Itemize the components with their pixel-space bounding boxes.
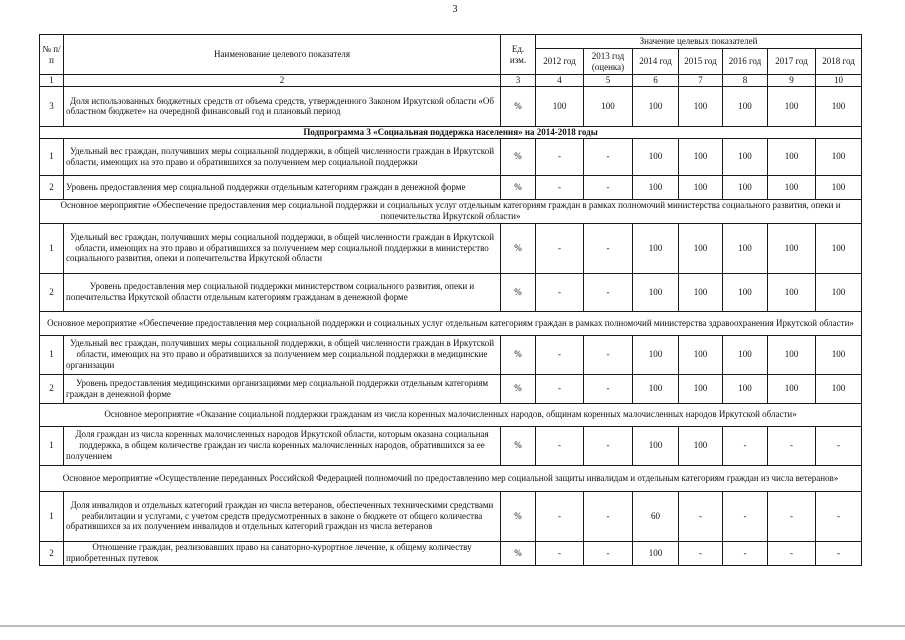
value-cell: - — [584, 541, 633, 565]
value-cell: 100 — [584, 86, 633, 126]
value-cell: 100 — [633, 374, 679, 403]
value-cell: 100 — [679, 223, 723, 273]
value-cell: - — [679, 491, 723, 541]
value-cell: - — [768, 426, 816, 465]
value-cell: 100 — [679, 175, 723, 199]
value-cell: - — [584, 374, 633, 403]
col-number: 8 — [723, 75, 768, 87]
value-cell: 100 — [679, 138, 723, 175]
value-cell: 100 — [816, 335, 862, 374]
table-row — [40, 541, 862, 565]
header-row — [40, 35, 862, 49]
indicator-name: Удельный вес граждан, получивших меры социальной поддержки, в общей численности граждан в Иркутской области, имеющих на это право и обратившихся за получением мер социальной поддержки — [64, 138, 501, 175]
main-event-title: Основное мероприятие «Обеспечение предоставления мер социальной поддержки и социальных услуг отдельным категориям граждан в рамках полномочий министерства здравоохранения Иркутской области» — [40, 311, 862, 335]
value-cell: 100 — [723, 335, 768, 374]
value-cell: - — [584, 273, 633, 311]
target-indicators-table — [39, 34, 862, 566]
value-cell: - — [584, 138, 633, 175]
value-cell: 100 — [679, 273, 723, 311]
col-number: 4 — [536, 75, 584, 87]
row-number: 2 — [40, 541, 64, 565]
value-cell: - — [723, 491, 768, 541]
row-number: 1 — [40, 138, 64, 175]
indicator-name: Уровень предоставления мер социальной поддержки министерством социального развития, опеки и попечительства Иркутской области отдельным категориям гражданам в денежной форме — [64, 273, 501, 311]
value-cell: 100 — [768, 335, 816, 374]
year-2016: 2016 год — [723, 49, 768, 75]
value-cell: - — [723, 541, 768, 565]
value-cell: 100 — [768, 138, 816, 175]
indicator-name: Удельный вес граждан, получивших меры социальной поддержки, в общей численности граждан в Иркутской области, имеющих на это право и обратившихся за получением мер социальной поддержки в медицинские организации — [64, 335, 501, 374]
value-cell: 100 — [768, 374, 816, 403]
value-cell: - — [584, 335, 633, 374]
value-cell: - — [536, 491, 584, 541]
table-row — [40, 175, 862, 199]
row-number: 2 — [40, 273, 64, 311]
value-cell: 100 — [633, 426, 679, 465]
value-cell: 100 — [633, 223, 679, 273]
value-cell: 100 — [723, 138, 768, 175]
col-number: 1 — [40, 75, 64, 87]
unit-cell: % — [501, 426, 536, 465]
value-cell: 100 — [723, 175, 768, 199]
value-cell: 100 — [816, 175, 862, 199]
value-cell: 100 — [816, 273, 862, 311]
table-row — [40, 273, 862, 311]
year-2017: 2017 год — [768, 49, 816, 75]
col-number: 5 — [584, 75, 633, 87]
value-cell: - — [816, 426, 862, 465]
row-number: 1 — [40, 223, 64, 273]
value-cell: - — [584, 175, 633, 199]
value-cell: 100 — [816, 223, 862, 273]
col-number: 10 — [816, 75, 862, 87]
col-number: 6 — [633, 75, 679, 87]
value-cell: 100 — [633, 541, 679, 565]
value-cell: - — [584, 223, 633, 273]
indicator-name: Доля инвалидов и отдельных категорий граждан из числа ветеранов, обеспеченных техническими средствами реабилитации и услугами, с учетом средств предусмотренных в законе о бюджете от общего количества обратившихся за их получением инвалидов и отдельных категорий граждан из числа ветеранов — [64, 491, 501, 541]
main-event-title: Основное мероприятие «Оказание социальной поддержки гражданам из числа коренных малочисленных народов, общинам коренных малочисленных народов Иркутской области» — [40, 403, 862, 426]
value-cell: 100 — [679, 335, 723, 374]
main-event-row — [40, 465, 862, 491]
col-number: 3 — [501, 75, 536, 87]
subprogram-title: Подпрограмма 3 «Социальная поддержка населения» на 2014-2018 годы — [40, 126, 862, 138]
value-cell: 100 — [723, 374, 768, 403]
value-cell: 100 — [679, 426, 723, 465]
value-cell: - — [768, 541, 816, 565]
unit-cell: % — [501, 223, 536, 273]
value-cell: - — [536, 273, 584, 311]
year-2018: 2018 год — [816, 49, 862, 75]
value-cell: 100 — [723, 86, 768, 126]
row-number: 1 — [40, 491, 64, 541]
value-cell: 100 — [633, 335, 679, 374]
value-cell: 60 — [633, 491, 679, 541]
value-cell: 100 — [633, 175, 679, 199]
value-cell: - — [536, 541, 584, 565]
row-number: 2 — [40, 175, 64, 199]
value-cell: 100 — [816, 138, 862, 175]
value-cell: 100 — [816, 86, 862, 126]
col-number: 9 — [768, 75, 816, 87]
value-cell: 100 — [768, 175, 816, 199]
table-row — [40, 86, 862, 126]
main-event-row — [40, 199, 862, 223]
value-cell: - — [723, 426, 768, 465]
scan-edge-divider — [0, 625, 905, 627]
year-2015: 2015 год — [679, 49, 723, 75]
value-cell: 100 — [633, 138, 679, 175]
indicator-name: Удельный вес граждан, получивших меры социальной поддержки, в общей численности граждан в Иркутской области, имеющих на это право и обратившихся за получением мер социальной поддержки в министерство социального развития, опеки и попечительства Иркутской области — [64, 223, 501, 273]
row-number: 1 — [40, 335, 64, 374]
value-cell: - — [536, 175, 584, 199]
value-cell: - — [768, 491, 816, 541]
row-number: 2 — [40, 374, 64, 403]
value-cell: 100 — [768, 223, 816, 273]
indicator-name: Отношение граждан, реализовавших право на санаторно-курортное лечение, к общему количеству приобретенных путевок — [64, 541, 501, 565]
col-number: 2 — [64, 75, 501, 87]
value-cell: 100 — [679, 374, 723, 403]
value-cell: - — [536, 335, 584, 374]
value-cell: - — [584, 491, 633, 541]
indicator-name: Доля использованных бюджетных средств от объема средств, утвержденного Законом Иркутской области «Об областном бюджете» на очередной финансовый год и плановый период — [64, 86, 501, 126]
value-cell: 100 — [633, 273, 679, 311]
indicator-name: Доля граждан из числа коренных малочисленных народов Иркутской области, которым оказана социальная поддержка, в общем количестве граждан из числа коренных малочисленных народов, обратившихся за ее получением — [64, 426, 501, 465]
value-cell: - — [536, 426, 584, 465]
value-cell: 100 — [633, 86, 679, 126]
value-cell: 100 — [816, 374, 862, 403]
value-cell: - — [584, 426, 633, 465]
main-event-title: Основное мероприятие «Осуществление переданных Российской Федерацией полномочий по предоставлению мер социальной защиты инвалидам и отдельным категориям граждан из числа ветеранов» — [40, 465, 862, 491]
unit-cell: % — [501, 138, 536, 175]
value-cell: - — [679, 541, 723, 565]
value-cell: - — [536, 374, 584, 403]
header-num: № п/п — [40, 35, 64, 75]
table-row — [40, 374, 862, 403]
col-number: 7 — [679, 75, 723, 87]
row-number: 3 — [40, 86, 64, 126]
indicator-name: Уровень предоставления медицинскими организациями мер социальной поддержки отдельным категориям граждан в денежной форме — [64, 374, 501, 403]
page-number: 3 — [452, 4, 458, 15]
table-row — [40, 335, 862, 374]
value-cell: - — [536, 223, 584, 273]
value-cell: 100 — [536, 86, 584, 126]
year-2013: 2013 год (оценка) — [584, 49, 633, 75]
value-cell: 100 — [723, 223, 768, 273]
table-row — [40, 426, 862, 465]
value-cell: 100 — [679, 86, 723, 126]
unit-cell: % — [501, 491, 536, 541]
unit-cell: % — [501, 335, 536, 374]
unit-cell: % — [501, 175, 536, 199]
main-event-row — [40, 311, 862, 335]
unit-cell: % — [501, 86, 536, 126]
unit-cell: % — [501, 541, 536, 565]
subprogram-row — [40, 126, 862, 138]
table-row — [40, 223, 862, 273]
header-unit: Ед. изм. — [501, 35, 536, 75]
row-number: 1 — [40, 426, 64, 465]
table-row — [40, 491, 862, 541]
year-2014: 2014 год — [633, 49, 679, 75]
unit-cell: % — [501, 374, 536, 403]
main-event-title: Основное мероприятие «Обеспечение предоставления мер социальной поддержки и социальных услуг отдельным категориям граждан в рамках полномочий министерства социального развития, опеки и попечительства Иркутской области» — [40, 199, 862, 223]
value-cell: - — [536, 138, 584, 175]
year-2012: 2012 год — [536, 49, 584, 75]
value-cell: 100 — [723, 273, 768, 311]
main-event-row — [40, 403, 862, 426]
indicator-name: Уровень предоставления мер социальной поддержки отдельным категориям граждан в денежной форме — [64, 175, 501, 199]
table-row — [40, 138, 862, 175]
value-cell: - — [816, 491, 862, 541]
header-values-group: Значение целевых показателей — [536, 35, 862, 49]
unit-cell: % — [501, 273, 536, 311]
value-cell: - — [816, 541, 862, 565]
header-name: Наименование целевого показателя — [64, 35, 501, 75]
value-cell: 100 — [768, 86, 816, 126]
value-cell: 100 — [768, 273, 816, 311]
column-numbers-row — [40, 75, 862, 87]
